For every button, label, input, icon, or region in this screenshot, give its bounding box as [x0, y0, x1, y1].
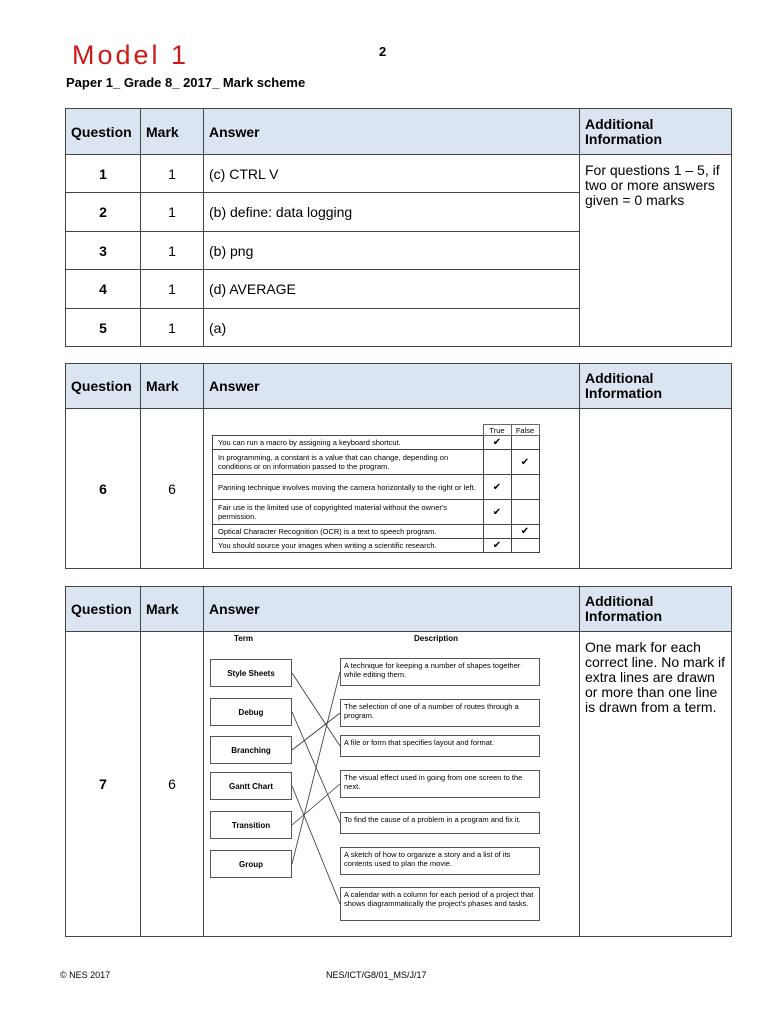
mark-value: 1 — [141, 309, 204, 347]
check-false: ✔ — [511, 450, 539, 475]
check-true: ✔ — [483, 475, 511, 500]
question-number: 6 — [66, 409, 141, 569]
statement-text: Fair use is the limited use of copyrighted material without the owner's permission. — [213, 500, 484, 525]
description-box: A technique for keeping a number of shapes together while editing them. — [340, 658, 540, 686]
term-heading: Term — [234, 634, 253, 643]
description-box: The selection of one of a number of routes through a program. — [340, 699, 540, 727]
question-header: Question — [66, 109, 141, 155]
statement-row — [213, 539, 540, 553]
answer-text: (b) png — [204, 232, 580, 270]
additional-info-header: Additional Information — [580, 364, 732, 409]
additional-info: For questions 1 – 5, if two or more answers given = 0 marks — [580, 155, 732, 347]
description-box: A file or form that specifies layout and format. — [340, 735, 540, 757]
mark-value: 1 — [141, 232, 204, 270]
additional-info — [580, 409, 732, 569]
statement-row — [213, 436, 540, 450]
match-line — [292, 786, 340, 904]
term-box: Branching — [210, 736, 292, 764]
mark-header: Mark — [141, 109, 204, 155]
table-row — [66, 155, 732, 193]
check-true: ✔ — [483, 436, 511, 450]
table-row — [66, 409, 732, 569]
mark-value: 1 — [141, 193, 204, 232]
description-box: To find the cause of a problem in a program and fix it. — [340, 812, 540, 834]
match-line — [292, 672, 340, 864]
page-number: 2 — [379, 44, 387, 59]
description-box: A calendar with a column for each period of a project that shows diagrammatically the project's phases and tasks. — [340, 887, 540, 921]
statement-row — [213, 450, 540, 475]
statement-text: Optical Character Recognition (OCR) is a text to speech program. — [213, 525, 484, 539]
term-box: Gantt Chart — [210, 772, 292, 800]
statement-text: You should source your images when writing a scientific research. — [213, 539, 484, 553]
check-true: ✔ — [483, 500, 511, 525]
additional-info-header: Additional Information — [580, 109, 732, 155]
mark-header: Mark — [141, 364, 204, 409]
statement-row — [213, 475, 540, 500]
footer-code: NES/ICT/G8/01_MS/J/17 — [326, 970, 427, 980]
question-header: Question — [66, 587, 141, 632]
matching-diagram — [204, 632, 574, 932]
statement-row — [213, 500, 540, 525]
answer-header: Answer — [204, 587, 580, 632]
check-true: ✔ — [483, 539, 511, 553]
answer-cell — [204, 632, 580, 937]
true-column-heading: True — [483, 425, 511, 436]
mark-table-q1-5 — [65, 108, 732, 347]
term-box: Style Sheets — [210, 659, 292, 687]
statement-row — [213, 525, 540, 539]
statement-text: Panning technique involves moving the camera horizontally to the right or left. — [213, 475, 484, 500]
mark-value: 6 — [141, 409, 204, 569]
statement-text: In programming, a constant is a value that can change, depending on conditions or on information passed to the program. — [213, 450, 484, 475]
table-row — [66, 632, 732, 937]
mark-value: 6 — [141, 632, 204, 937]
true-false-table — [212, 424, 540, 553]
check-false: ✔ — [511, 525, 539, 539]
false-column-heading: False — [511, 425, 539, 436]
question-number: 3 — [66, 232, 141, 270]
additional-info-header: Additional Information — [580, 587, 732, 632]
check-true — [483, 450, 511, 475]
term-box: Group — [210, 850, 292, 878]
description-heading: Description — [414, 634, 459, 643]
mark-table-q7 — [65, 586, 732, 937]
description-box: The visual effect used in going from one screen to the next. — [340, 770, 540, 798]
question-number: 5 — [66, 309, 141, 347]
description-box: A sketch of how to organize a story and a list of its contents used to plan the movie. — [340, 847, 540, 875]
answer-header: Answer — [204, 364, 580, 409]
mark-header: Mark — [141, 587, 204, 632]
question-number: 1 — [66, 155, 141, 193]
check-false — [511, 539, 539, 553]
question-header: Question — [66, 364, 141, 409]
check-true — [483, 525, 511, 539]
statement-text: You can run a macro by assigning a keyboard shortcut. — [213, 436, 484, 450]
answer-text: (a) — [204, 309, 580, 347]
mark-value: 1 — [141, 270, 204, 309]
answer-header: Answer — [204, 109, 580, 155]
answer-text: (d) AVERAGE — [204, 270, 580, 309]
model-title: Model 1 — [72, 40, 190, 70]
term-box: Transition — [210, 811, 292, 839]
page-subtitle: Paper 1_ Grade 8_ 2017_ Mark scheme — [66, 75, 306, 90]
mark-value: 1 — [141, 155, 204, 193]
term-box: Debug — [210, 698, 292, 726]
answer-text: (c) CTRL V — [204, 155, 580, 193]
check-false — [511, 475, 539, 500]
question-number: 2 — [66, 193, 141, 232]
footer-copyright: © NES 2017 — [60, 970, 111, 980]
question-number: 4 — [66, 270, 141, 309]
answer-text: (b) define: data logging — [204, 193, 580, 232]
mark-table-q6 — [65, 363, 732, 569]
check-false — [511, 500, 539, 525]
match-line — [292, 713, 340, 750]
additional-info: One mark for each correct line. No mark if extra lines are drawn or more than one line is drawn from a term. — [580, 632, 732, 937]
match-line — [292, 673, 340, 746]
check-false — [511, 436, 539, 450]
answer-cell — [204, 409, 580, 569]
question-number: 7 — [66, 632, 141, 937]
